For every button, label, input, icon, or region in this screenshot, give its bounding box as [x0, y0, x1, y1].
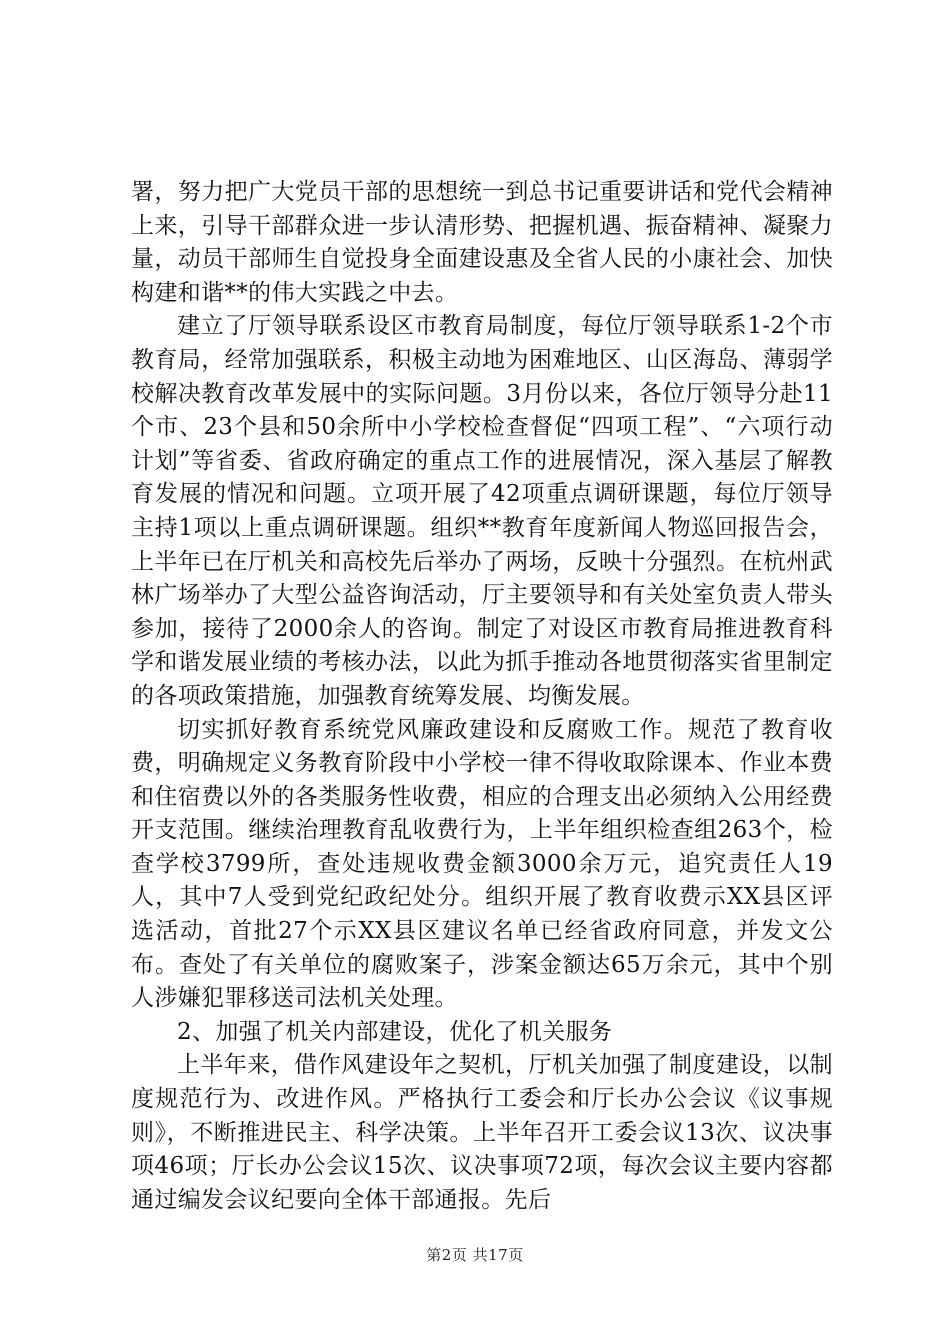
document-body: [131, 176, 833, 1217]
paragraph-3: 切实抓好教育系统党风廉政建设和反腐败工作。规范了教育收费，明确规定义务教育阶段中小学校一律不得收取除课本、作业本费和住宿费以外的各类服务性收费，相应的合理支出必须纳入公用经费开支范围。继续治理教育乱收费行为，上半年组织检查组263个，检查学校3799所，查处违规收费金额3000余万元，追究责任人19人，其中7人受到党纪政纪处分。组织开展了教育收费示XX县区评选活动，首批27个示XX县区建议名单已经省政府同意，并发文公布。查处了有关单位的腐败案子，涉案金额达65万余元，其中个别人涉嫌犯罪移送司法机关处理。: [131, 716, 833, 1012]
section-heading: 2、加强了机关内部建设，优化了机关服务: [177, 1018, 613, 1045]
page-footer: 第2页 共17页: [426, 1246, 524, 1264]
paragraph-2: 建立了厅领导联系设区市教育局制度，每位厅领导联系1-2个市教育局，经常加强联系，积极主动地为困难地区、山区海岛、薄弱学校解决教育改革发展中的实际问题。3月份以来，各位厅领导分赴11个市、23个县和50余所中小学校检查督促“四项工程”、“六项行动计划”等省委、省政府确定的重点工作的进展情况，深入基层了解教育发展的情况和问题。立项开展了42项重点调研课题，每位厅领导主持1项以上重点调研课题。组织**教育年度新闻人物巡回报告会，上半年已在厅机关和高校先后举办了两场，反映十分强烈。在杭州武林广场举办了大型公益咨询活动，厅主要领导和有关处室负责人带头参加，接待了2000余人的咨询。制定了对设区市教育局推进教育科学和谐发展业绩的考核办法，以此为抓手推动各地贯彻落实省里制定的各项政策措施，加强教育统筹发展、均衡发展。: [131, 313, 833, 709]
paragraph-1: 署，努力把广大党员干部的思想统一到总书记重要讲话和党代会精神上来，引导干部群众进一步认清形势、把握机遇、振奋精神、凝聚力量，动员干部师生自觉投身全面建设惠及全省人民的小康社会、加快构建和谐**的伟大实践之中去。: [131, 179, 833, 306]
paragraph-4: 上半年来，借作风建设年之契机，厅机关加强了制度建设，以制度规范行为、改进作风。严格执行工委会和厅长办公会议《议事规则》，不断推进民主、科学决策。上半年召开工委会议13次、议决事项46项；厅长办公会议15次、议决事项72项，每次会议主要内容都通过编发会议纪要向全体干部通报。先后: [131, 1052, 833, 1213]
